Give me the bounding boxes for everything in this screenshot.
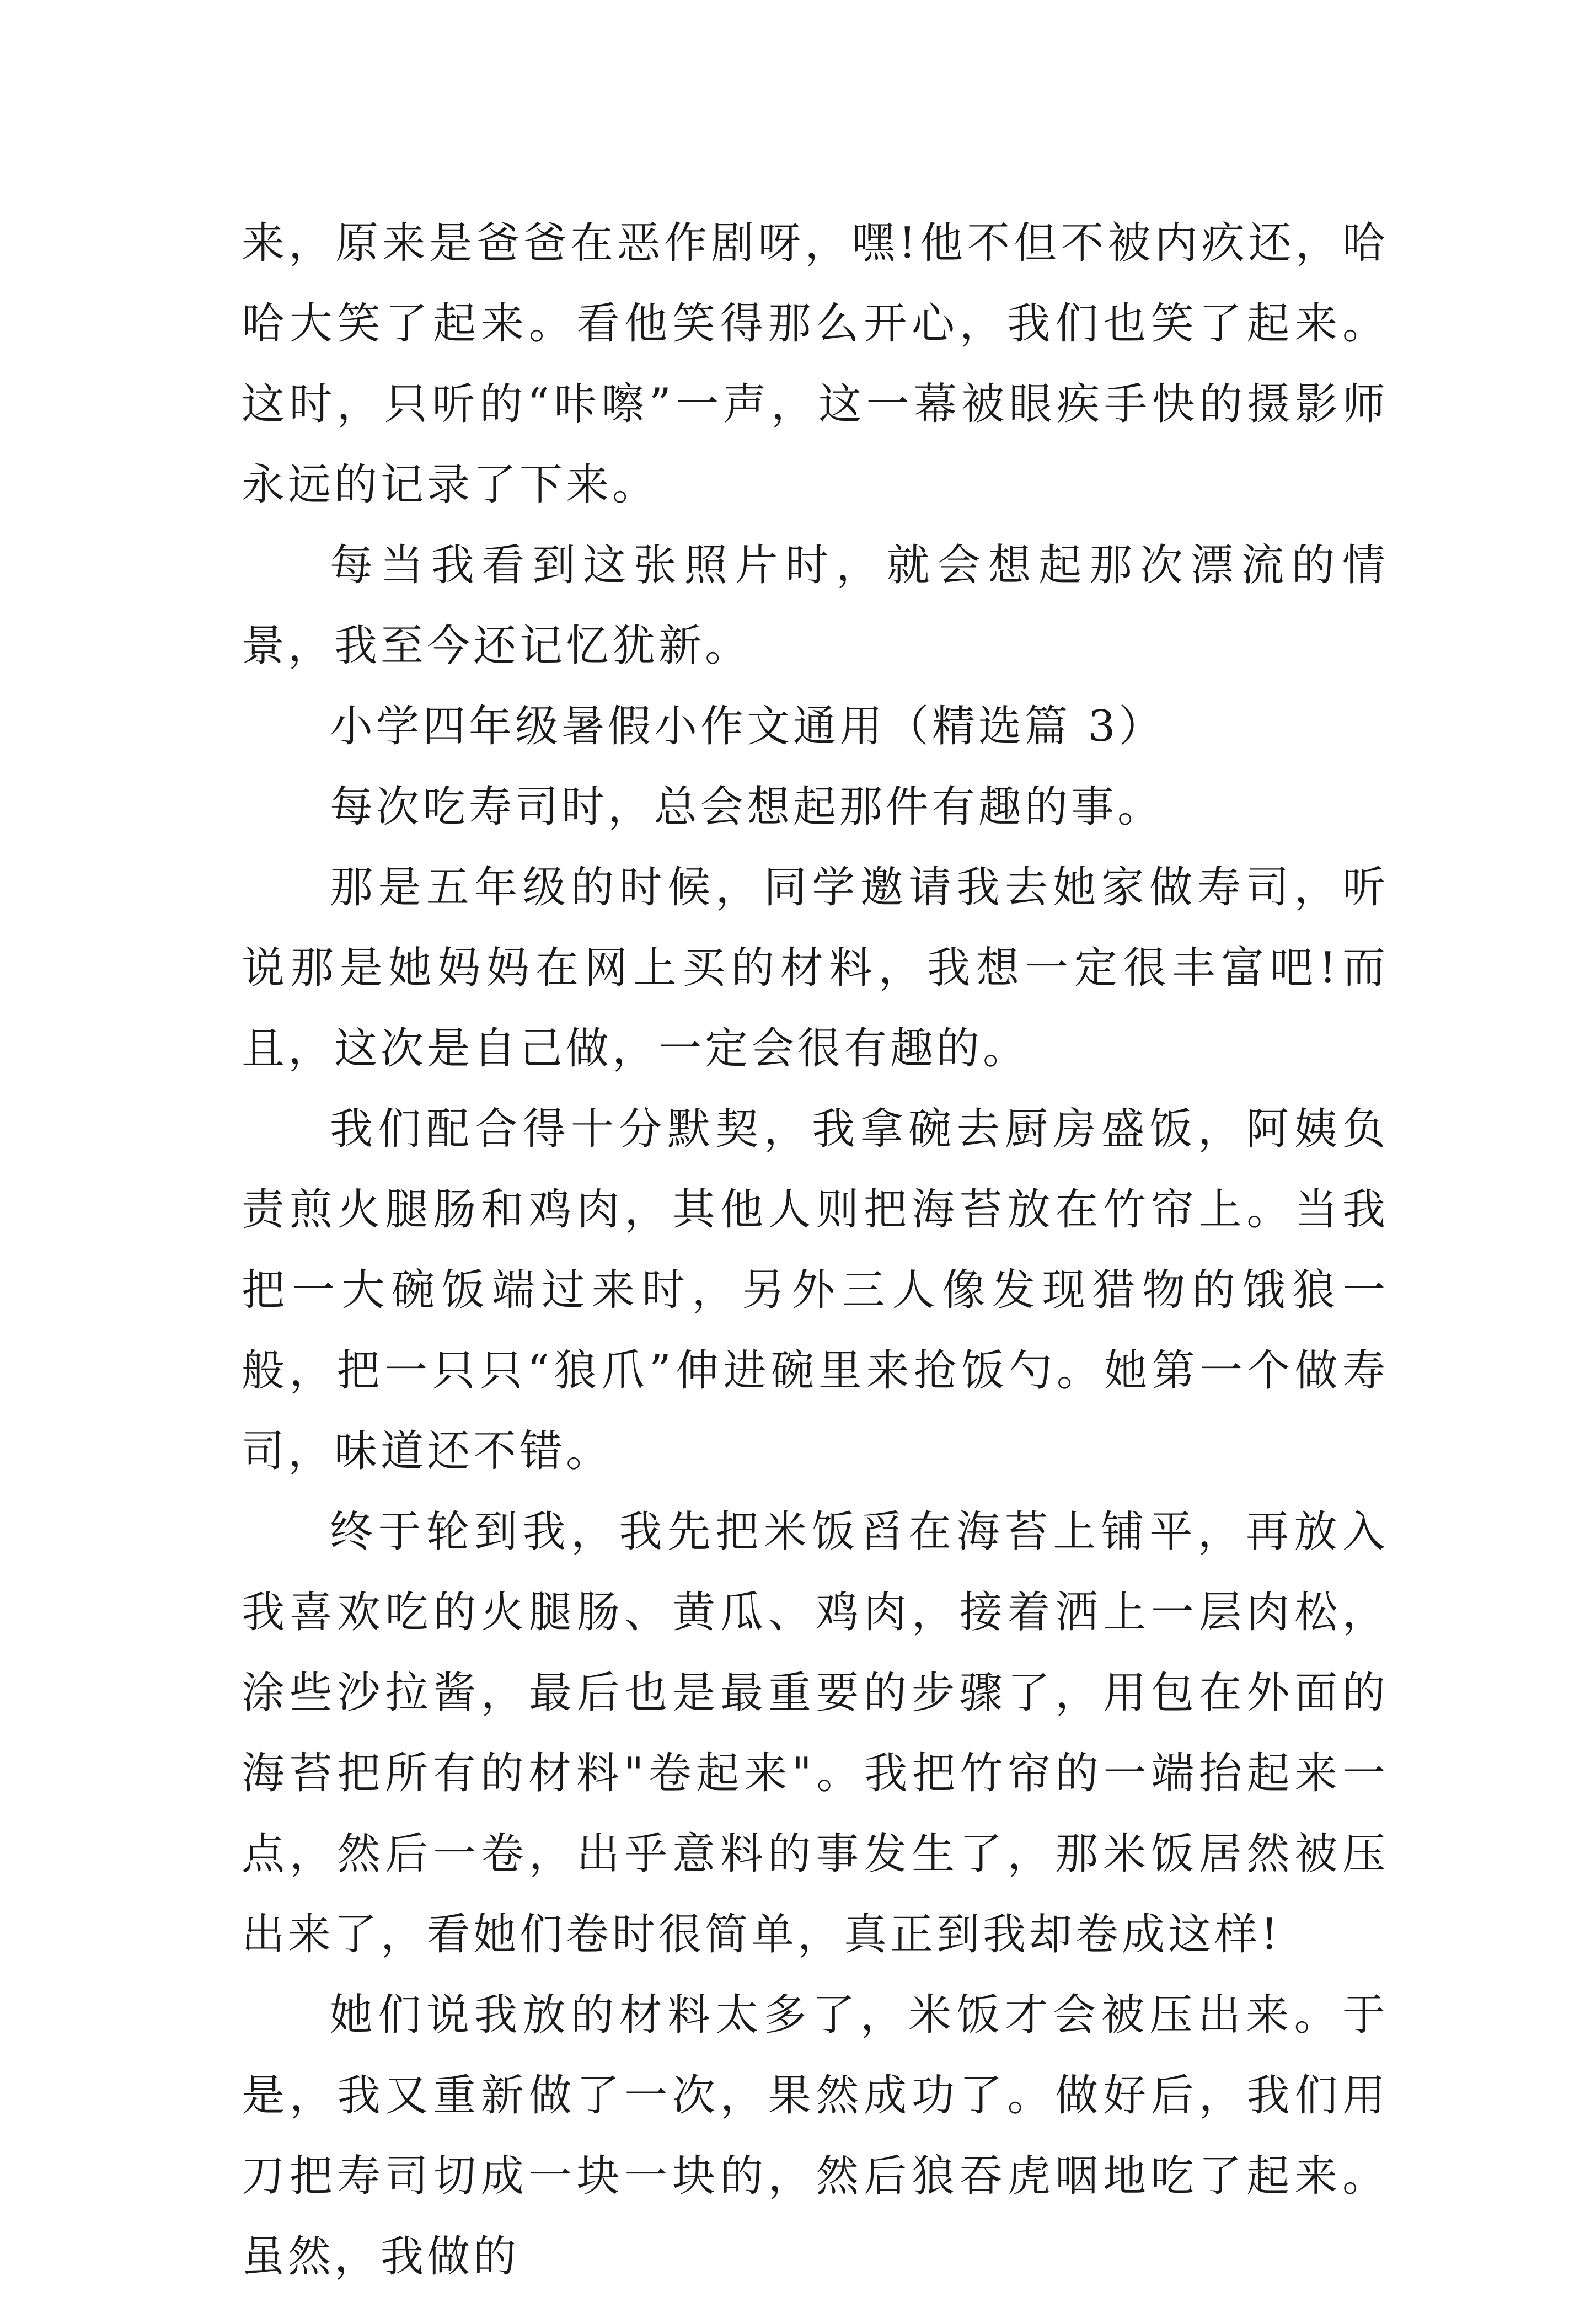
paragraph: 她们说我放的材料太多了，米饭才会被压出来。于是，我又重新做了一次，果然成功了。做好后，我们用刀把寿司切成一块一块的，然后狼吞虎咽地吃了起来。虽然，我做的 xyxy=(242,1990,1389,2282)
document-body xyxy=(242,203,1389,2297)
paragraph-continued: 来，原来是爸爸在恶作剧呀，嘿!他不但不被内疚还，哈哈大笑了起来。看他笑得那么开心，我们也笑了起来。这时，只听的“咔嚓”一声，这一幕被眼疾手快的摄影师永远的记录了下来。 xyxy=(242,218,1389,510)
paragraph: 那是五年级的时候，同学邀请我去她家做寿司，听说那是她妈妈在网上买的材料，我想一定很丰富吧!而且，这次是自己做，一定会很有趣的。 xyxy=(242,863,1389,1073)
paragraph: 每当我看到这张照片时，就会想起那次漂流的情景，我至今还记忆犹新。 xyxy=(242,541,1389,671)
section-heading: 小学四年级暑假小作文通用（精选篇 3） xyxy=(330,702,1165,751)
paragraph: 每次吃寿司时，总会想起那件有趣的事。 xyxy=(330,782,1164,832)
paragraph: 我们配合得十分默契，我拿碗去厨房盛饭，阿姨负责煎火腿肠和鸡肉，其他人则把海苔放在竹帘上。当我把一大碗饭端过来时，另外三人像发现猎物的饿狼一般，把一只只“狼爪”伸进碗里来抢饭勺。她第一个做寿司，味道还不错。 xyxy=(242,1104,1389,1476)
paragraph: 终于轮到我，我先把米饭舀在海苔上铺平，再放入我喜欢吃的火腿肠、黄瓜、鸡肉，接着洒上一层肉松，涂些沙拉酱，最后也是最重要的步骤了，用包在外面的海苔把所有的材料"卷起来"。我把竹帘的一端抬起来一点，然后一卷，出乎意料的事发生了，那米饭居然被压出来了，看她们卷时很简单，真正到我却卷成这样! xyxy=(242,1507,1389,1959)
